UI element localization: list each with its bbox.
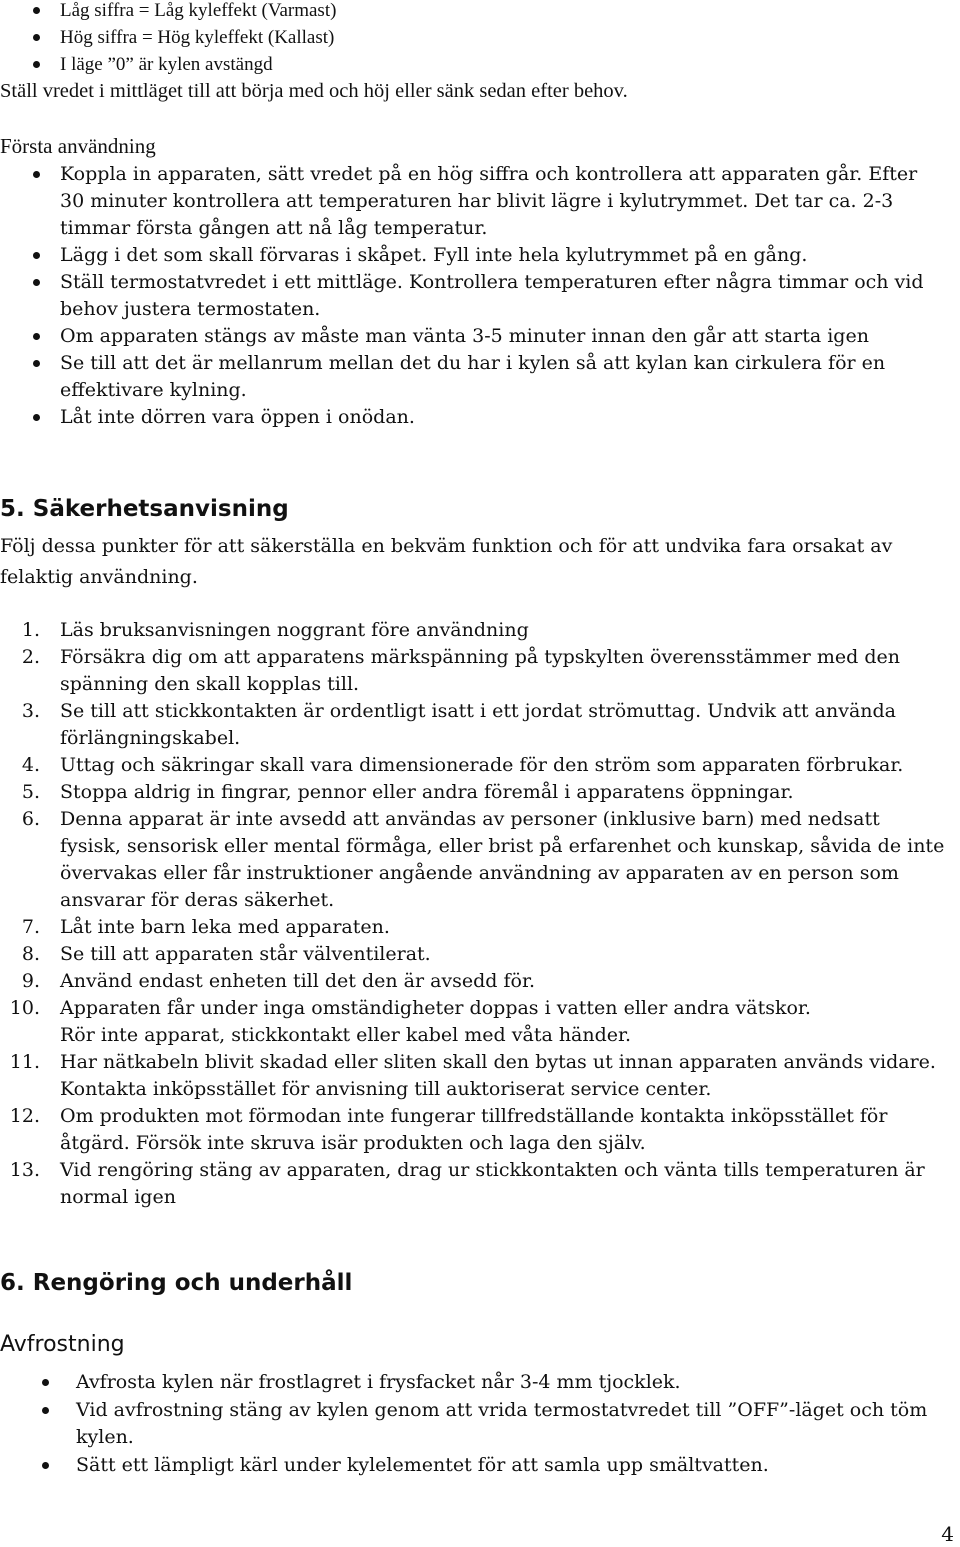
- list-item: [0, 1103, 960, 1157]
- list-item: [0, 350, 960, 404]
- list-item: [0, 617, 960, 644]
- list-item-line: Stoppa aldrig in fingrar, pennor eller andra föremål i apparatens öppningar.: [60, 781, 794, 803]
- list-item-line: förlängningskabel.: [60, 727, 241, 749]
- list-item: [0, 968, 960, 995]
- bullet-icon: [33, 414, 40, 421]
- list-item-number: 7.: [21, 916, 40, 938]
- cleaning-heading: 6. Rengöring och underhåll: [0, 1270, 353, 1296]
- list-item: [0, 644, 960, 698]
- list-item-line: Om produkten mot förmodan inte fungerar tillfredställande kontakta inköpsstället för: [60, 1105, 888, 1127]
- list-item: [0, 779, 960, 806]
- list-item-line: Ställ termostatvredet i ett mittläge. Kontrollera temperaturen efter några timmar och vid: [60, 271, 924, 293]
- list-item: [0, 806, 960, 914]
- list-item-number: 3.: [21, 700, 40, 722]
- list-item-number: 8.: [21, 943, 40, 965]
- list-item-number: 12.: [9, 1105, 40, 1127]
- list-item: [0, 1397, 960, 1452]
- first-use-list: [0, 161, 960, 431]
- list-item-line: Har nätkabeln blivit skadad eller sliten skall den bytas ut innan apparaten används vidare.: [60, 1051, 936, 1073]
- safety-intro: [0, 533, 960, 591]
- list-item: [0, 323, 960, 350]
- list-item-number: 10.: [9, 997, 40, 1019]
- bullet-icon: [33, 61, 40, 68]
- list-item: [0, 1157, 960, 1211]
- list-item: [0, 1369, 960, 1397]
- list-item-line: Försäkra dig om att apparatens märkspänning på typskylten överensstämmer med den: [60, 646, 900, 668]
- bullet-icon: [42, 1407, 49, 1414]
- list-item-line: Om apparaten stängs av måste man vänta 3-5 minuter innan den går att starta igen: [60, 325, 869, 347]
- list-item-line: Kontakta inköpsstället för anvisning till auktoriserat service center.: [60, 1078, 712, 1100]
- list-item: [0, 1452, 960, 1480]
- list-item-line: Apparaten får under inga omständigheter doppas i vatten eller andra vätskor.: [60, 997, 811, 1019]
- list-item-line: Låt inte dörren vara öppen i onödan.: [60, 406, 415, 428]
- list-item-line: behov justera termostaten.: [60, 298, 321, 320]
- list-item-line: Se till att stickkontakten är ordentligt isatt i ett jordat strömuttag. Undvik att använda: [60, 700, 896, 722]
- list-item-line: Rör inte apparat, stickkontakt eller kabel med våta händer.: [60, 1024, 632, 1046]
- bullet-icon: [42, 1462, 49, 1469]
- list-item-line: Koppla in apparaten, sätt vredet på en hög siffra och kontrollera att apparaten går. Efter: [60, 163, 918, 185]
- list-item-number: 6.: [21, 808, 40, 830]
- first-use-heading: Första användning: [0, 134, 156, 158]
- list-item: [0, 698, 960, 752]
- list-item-number: 2.: [21, 646, 40, 668]
- list-item-line: 30 minuter kontrollera att temperaturen har blivit lägre i kylutrymmet. Det tar ca. 2-3: [60, 190, 894, 212]
- list-item-line: effektivare kylning.: [60, 379, 247, 401]
- list-item: [0, 269, 960, 323]
- list-item: Låg siffra = Låg kyleffekt (Varmast): [0, 0, 960, 24]
- safety-heading: 5. Säkerhetsanvisning: [0, 496, 289, 522]
- list-item-number: 1.: [21, 619, 40, 641]
- list-item-line: Uttag och säkringar skall vara dimensionerade för den ström som apparaten förbrukar.: [60, 754, 904, 776]
- list-item-line: Vid rengöring stäng av apparaten, drag ur stickkontakten och vänta tills temperaturen är: [60, 1159, 925, 1181]
- safety-intro-line: Följ dessa punkter för att säkerställa en bekväm funktion och för att undvika fara orsakat av: [0, 535, 893, 557]
- intro-line: Ställ vredet i mittläget till att börja med och höj eller sänk sedan efter behov.: [0, 80, 628, 102]
- bullet-icon: [33, 7, 40, 14]
- list-item-line: Sätt ett lämpligt kärl under kylelementet för att samla upp smältvatten.: [76, 1453, 769, 1476]
- list-item-line: Se till att apparaten står välventilerat.: [60, 943, 431, 965]
- bullet-icon: [33, 279, 40, 286]
- bullet-icon: [33, 252, 40, 259]
- intro-bullet-list: [0, 0, 960, 78]
- page-number: 4: [941, 1522, 954, 1546]
- list-item: [0, 752, 960, 779]
- list-item-line: Vid avfrostning stäng av kylen genom att vrida termostatvredet till ”OFF”-läget och töm: [76, 1398, 928, 1421]
- list-item-line: spänning den skall kopplas till.: [60, 673, 360, 695]
- list-item-line: Lägg i det som skall förvaras i skåpet. Fyll inte hela kylutrymmet på en gång.: [60, 244, 808, 266]
- list-item-line: ansvarar för deras säkerhet.: [60, 889, 335, 911]
- list-item-line: Låt inte barn leka med apparaten.: [60, 916, 390, 938]
- safety-numbered-list: [0, 617, 960, 1211]
- list-item: [0, 404, 960, 431]
- list-item-number: 5.: [21, 781, 40, 803]
- bullet-icon: [33, 34, 40, 41]
- defrost-list: [0, 1369, 960, 1479]
- list-item: [0, 1049, 960, 1103]
- list-item-line: åtgärd. Försök inte skruva isär produkten och laga den själv.: [60, 1132, 646, 1154]
- bullet-icon: [33, 360, 40, 367]
- list-item-line: normal igen: [60, 1186, 176, 1208]
- list-item-number: 9.: [21, 970, 40, 992]
- list-item: Hög siffra = Hög kyleffekt (Kallast): [0, 24, 960, 51]
- list-item-line: Se till att det är mellanrum mellan det du har i kylen så att kylan kan cirkulera för en: [60, 352, 886, 374]
- list-item-line: kylen.: [76, 1426, 134, 1448]
- list-item-number: 11.: [9, 1051, 40, 1073]
- list-item-line: Läs bruksanvisningen noggrant före användning: [60, 619, 529, 641]
- list-item-number: 13.: [9, 1159, 40, 1181]
- list-item-line: timmar första gången att nå låg temperatur.: [60, 217, 488, 239]
- defrost-subheading: Avfrostning: [0, 1332, 125, 1357]
- list-item: [0, 941, 960, 968]
- list-item-line: Avfrosta kylen när frostlagret i frysfacket når 3-4 mm tjocklek.: [76, 1371, 681, 1393]
- list-item: I läge ”0” är kylen avstängd: [0, 51, 960, 78]
- safety-intro-line: felaktig användning.: [0, 566, 198, 588]
- list-item-line: Använd endast enheten till det den är avsedd för.: [60, 970, 536, 992]
- bullet-icon: [33, 333, 40, 340]
- list-item: [0, 161, 960, 242]
- list-item: [0, 995, 960, 1049]
- list-item-line: övervakas eller får instruktioner angående användning av apparaten av en person som: [60, 862, 899, 884]
- bullet-icon: [42, 1379, 49, 1386]
- list-item: [0, 242, 960, 269]
- list-item: [0, 914, 960, 941]
- list-item-number: 4.: [21, 754, 40, 776]
- list-item-line: Denna apparat är inte avsedd att användas av personer (inklusive barn) med nedsatt: [60, 808, 880, 830]
- list-item-line: fysisk, sensorisk eller mental förmåga, eller brist på erfarenhet och kunskap, såvida de inte: [60, 835, 945, 857]
- bullet-icon: [33, 171, 40, 178]
